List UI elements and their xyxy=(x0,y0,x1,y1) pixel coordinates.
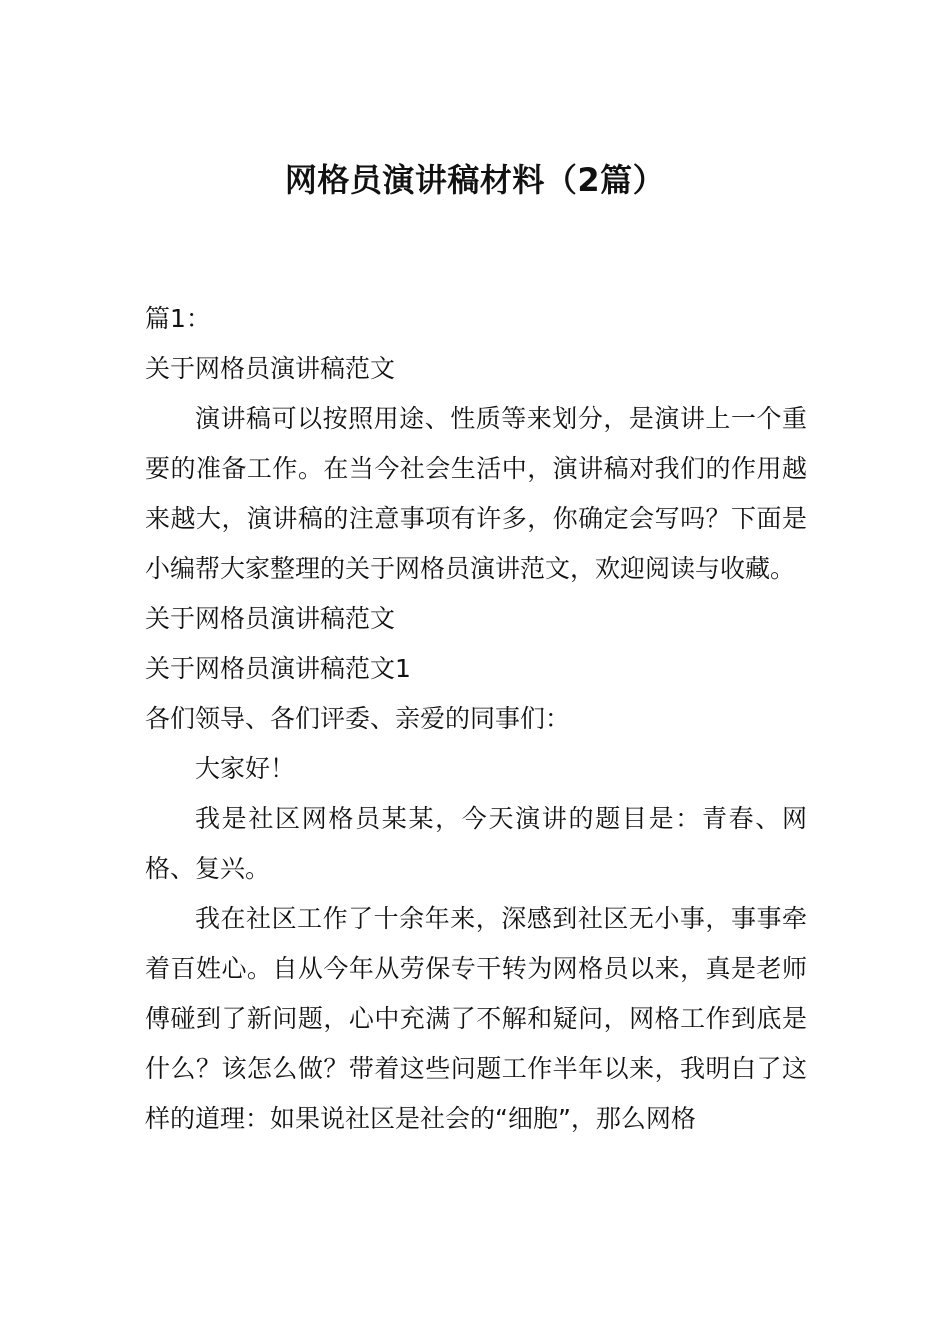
section-heading: 关于网格员演讲稿范文 xyxy=(145,354,396,383)
body-paragraph: 我是社区网格员某某，今天演讲的题目是：青春、网格、复兴。 xyxy=(145,804,807,883)
section-label: 篇1： xyxy=(145,304,211,333)
document-body xyxy=(145,294,807,1144)
intro-paragraph: 演讲稿可以按照用途、性质等来划分，是演讲上一个重要的准备工作。在当今社会生活中，演讲稿对我们的作用越来越大，演讲稿的注意事项有许多，你确定会写吗？下面是小编帮大家整理的关于网格员演讲范文，欢迎阅读与收藏。 xyxy=(145,404,807,583)
section-heading: 关于网格员演讲稿范文 xyxy=(145,604,396,633)
salutation: 各们领导、各们评委、亲爱的同事们： xyxy=(145,704,571,733)
greeting-paragraph: 大家好！ xyxy=(195,754,296,783)
document-title: 网格员演讲稿材料（2篇） xyxy=(284,161,666,199)
subsection-heading: 关于网格员演讲稿范文1 xyxy=(145,654,411,683)
body-paragraph: 我在社区工作了十余年来，深感到社区无小事，事事牵着百姓心。自从今年从劳保专干转为网格员以来，真是老师傅碰到了新问题，心中充满了不解和疑问，网格工作到底是什么？该怎么做？带着这些问题工作半年以来，我明白了这样的道理：如果说社区是社会的“细胞”，那么网格 xyxy=(145,904,807,1133)
